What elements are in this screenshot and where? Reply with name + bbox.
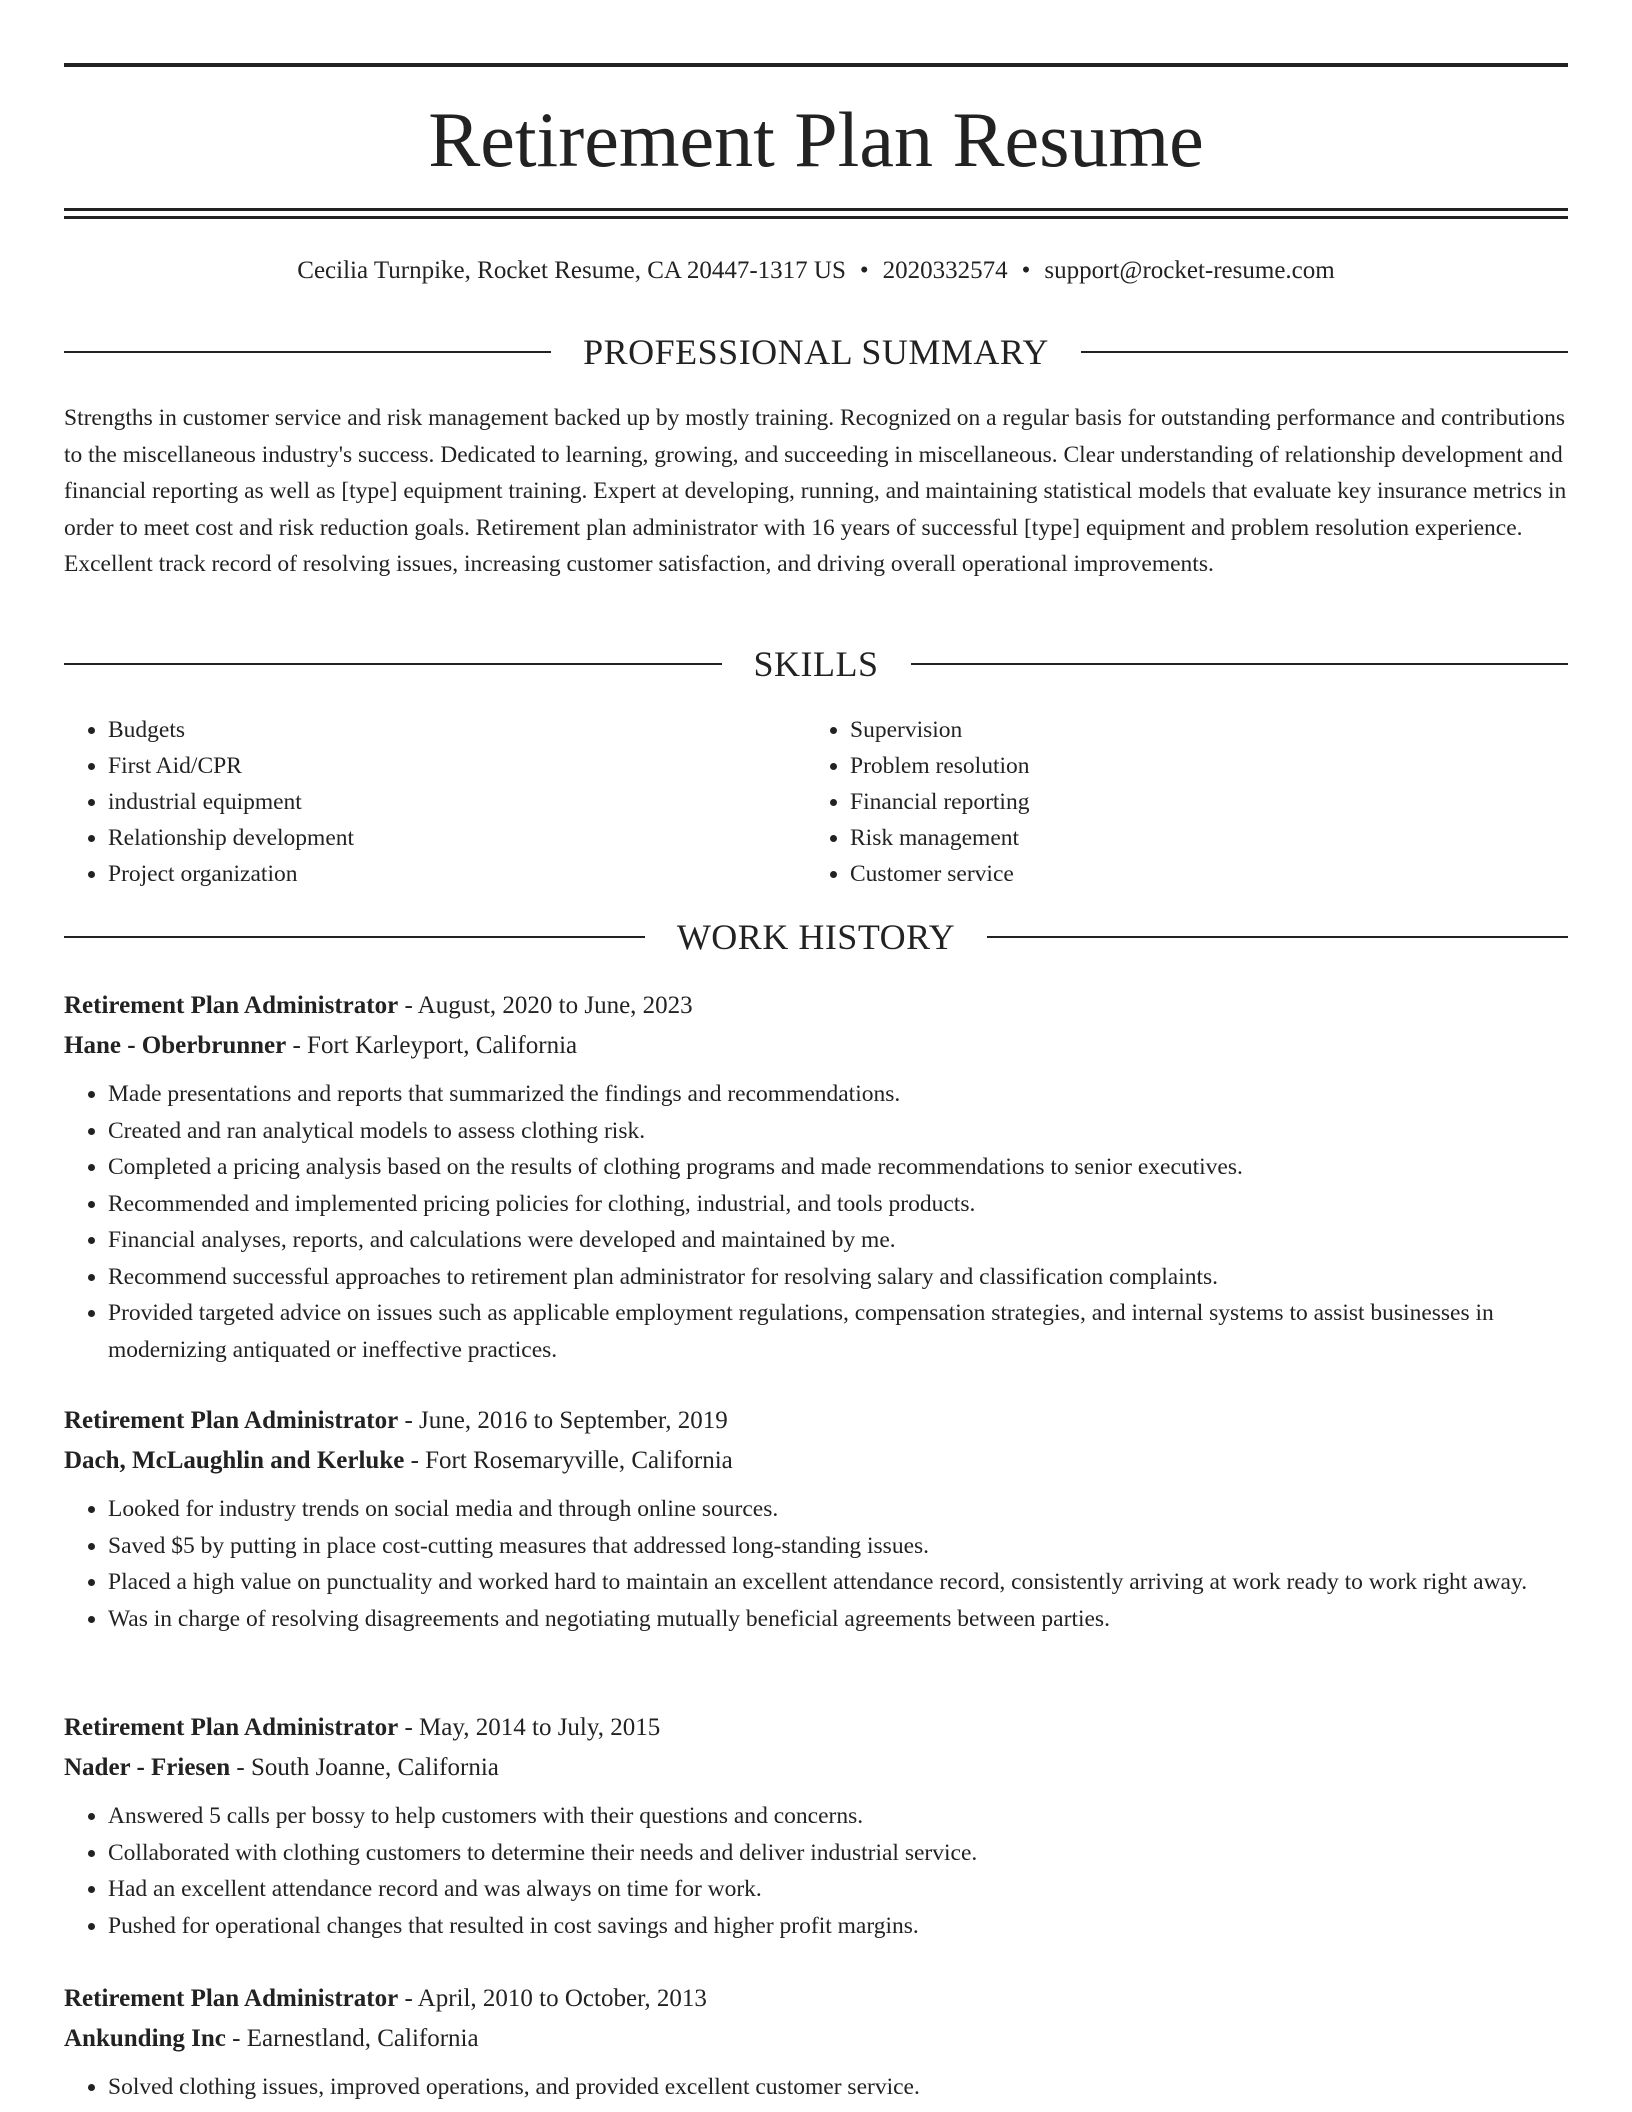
job-dates: - August, 2020 to June, 2023 [398, 992, 693, 1019]
skills-list [64, 712, 1568, 892]
job-location: - Fort Rosemaryville, California [404, 1447, 733, 1474]
job-title-line [64, 1979, 1568, 2019]
contact-email: support@rocket-resume.com [1044, 257, 1335, 284]
job-title: Retirement Plan Administrator [64, 1407, 399, 1434]
job-bullet: • Made presentations and reports that summarized the findings and recommendations. [108, 1076, 1568, 1113]
skill-item: • Relationship development [108, 820, 806, 856]
job-title-line [64, 1401, 1568, 1441]
section-title-work-history: WORK HISTORY [676, 917, 956, 957]
job-entry [64, 986, 1568, 1368]
job-location: - South Joanne, California [230, 1754, 499, 1781]
job-entry [64, 1979, 1568, 2106]
skill-item: • Customer service [850, 856, 1548, 892]
section-rule-left [64, 351, 551, 353]
section-header-skills [64, 642, 1568, 686]
resume-title: Retirement Plan Resume [428, 96, 1204, 183]
job-bullet: • Looked for industry trends on social media and through online sources. [108, 1491, 1568, 1528]
skill-item: • Problem resolution [850, 748, 1548, 784]
job-bullet: • Solved clothing issues, improved operations, and provided excellent customer service. [108, 2069, 1568, 2106]
job-company-line [64, 1748, 1568, 1788]
job-bullet: • Created and ran analytical models to assess clothing risk. [108, 1113, 1568, 1150]
section-header-summary [64, 330, 1568, 374]
section-title-summary: PROFESSIONAL SUMMARY [583, 332, 1049, 372]
job-title: Retirement Plan Administrator [64, 1985, 399, 2012]
job-bullet: • Placed a high value on punctuality and worked hard to maintain an excellent attendance record, consistently arriving at work ready to work right away. [108, 1564, 1568, 1601]
job-bullets [64, 1491, 1568, 1637]
job-company: Hane - Oberbrunner [64, 1032, 287, 1059]
job-title: Retirement Plan Administrator [64, 992, 399, 1019]
job-bullet: • Completed a pricing analysis based on the results of clothing programs and made recommendations to senior executives. [108, 1149, 1568, 1186]
job-company: Ankunding Inc [64, 2025, 226, 2052]
job-bullets [64, 2069, 1568, 2106]
skill-item: • Budgets [108, 712, 806, 748]
job-bullet: • Recommended and implemented pricing policies for clothing, industrial, and tools products. [108, 1186, 1568, 1223]
job-bullet: • Answered 5 calls per bossy to help customers with their questions and concerns. [108, 1798, 1568, 1835]
job-dates: - April, 2010 to October, 2013 [398, 1985, 707, 2012]
section-rule-right [1081, 351, 1568, 353]
job-location: - Earnestland, California [225, 2025, 479, 2052]
job-title: Retirement Plan Administrator [64, 1714, 399, 1741]
skills-column-right [806, 712, 1548, 892]
skill-item: • Risk management [850, 820, 1548, 856]
skill-item: • Supervision [850, 712, 1548, 748]
title-double-rule-upper [64, 208, 1568, 211]
skills-column-left [64, 712, 806, 892]
job-company-line [64, 1441, 1568, 1481]
job-bullet: • Financial analyses, reports, and calculations were developed and maintained by me. [108, 1222, 1568, 1259]
job-company: Nader - Friesen [64, 1754, 231, 1781]
job-bullet: • Was in charge of resolving disagreements and negotiating mutually beneficial agreements between parties. [108, 1601, 1568, 1638]
job-entry [64, 1708, 1568, 1944]
skill-item: • Project organization [108, 856, 806, 892]
contact-separator: • [1021, 257, 1031, 284]
contact-address: Cecilia Turnpike, Rocket Resume, CA 20447-1317 US [297, 257, 846, 284]
section-rule-left [64, 663, 722, 665]
job-company: Dach, McLaughlin and Kerluke [64, 1447, 405, 1474]
professional-summary-text: Strengths in customer service and risk management backed up by mostly training. Recognized on a regular basis for outstanding performance and contributions to the miscellaneous industry's success. Dedicated to learning, growing, and succeeding in miscellaneous. Clear understanding of relationship development and financial reporting as well as [type] equipment training. Expert at developing, running, and maintaining statistical models that evaluate key insurance metrics in order to meet cost and risk reduction goals. Retirement plan administrator with 16 years of successful [type] equipment and problem resolution experience. Excellent track record of resolving issues, increasing customer satisfaction, and driving overall operational improvements. [64, 405, 1567, 577]
contact-separator: • [859, 257, 869, 284]
job-bullet: • Provided targeted advice on issues such as applicable employment regulations, compensation strategies, and internal systems to assist businesses in modernizing antiquated or ineffective practices. [108, 1295, 1568, 1368]
section-title-skills: SKILLS [753, 644, 879, 684]
job-dates: - June, 2016 to September, 2019 [398, 1407, 728, 1434]
section-rule-right [987, 936, 1568, 938]
section-rule-right [911, 663, 1569, 665]
job-bullet: • Pushed for operational changes that resulted in cost savings and higher profit margins. [108, 1908, 1568, 1945]
job-bullet: • Saved $5 by putting in place cost-cutting measures that addressed long-standing issues. [108, 1528, 1568, 1565]
contact-line [64, 254, 1568, 288]
job-location: - Fort Karleyport, California [286, 1032, 578, 1059]
job-company-line [64, 2019, 1568, 2059]
skill-item: • Financial reporting [850, 784, 1548, 820]
title-double-rule-lower [64, 216, 1568, 219]
job-title-line [64, 1708, 1568, 1748]
job-bullets [64, 1798, 1568, 1944]
job-entry [64, 1401, 1568, 1637]
job-bullet: • Had an excellent attendance record and was always on time for work. [108, 1871, 1568, 1908]
section-rule-left [64, 936, 645, 938]
job-company-line [64, 1026, 1568, 1066]
job-bullet: • Collaborated with clothing customers to determine their needs and deliver industrial service. [108, 1835, 1568, 1872]
job-dates: - May, 2014 to July, 2015 [398, 1714, 661, 1741]
job-bullet: • Recommend successful approaches to retirement plan administrator for resolving salary and classification complaints. [108, 1259, 1568, 1296]
top-rule [64, 63, 1568, 67]
job-bullets [64, 1076, 1568, 1368]
job-title-line [64, 986, 1568, 1026]
skill-item: • First Aid/CPR [108, 748, 806, 784]
skill-item: • industrial equipment [108, 784, 806, 820]
contact-phone: 2020332574 [882, 257, 1008, 284]
section-header-work-history [64, 915, 1568, 959]
